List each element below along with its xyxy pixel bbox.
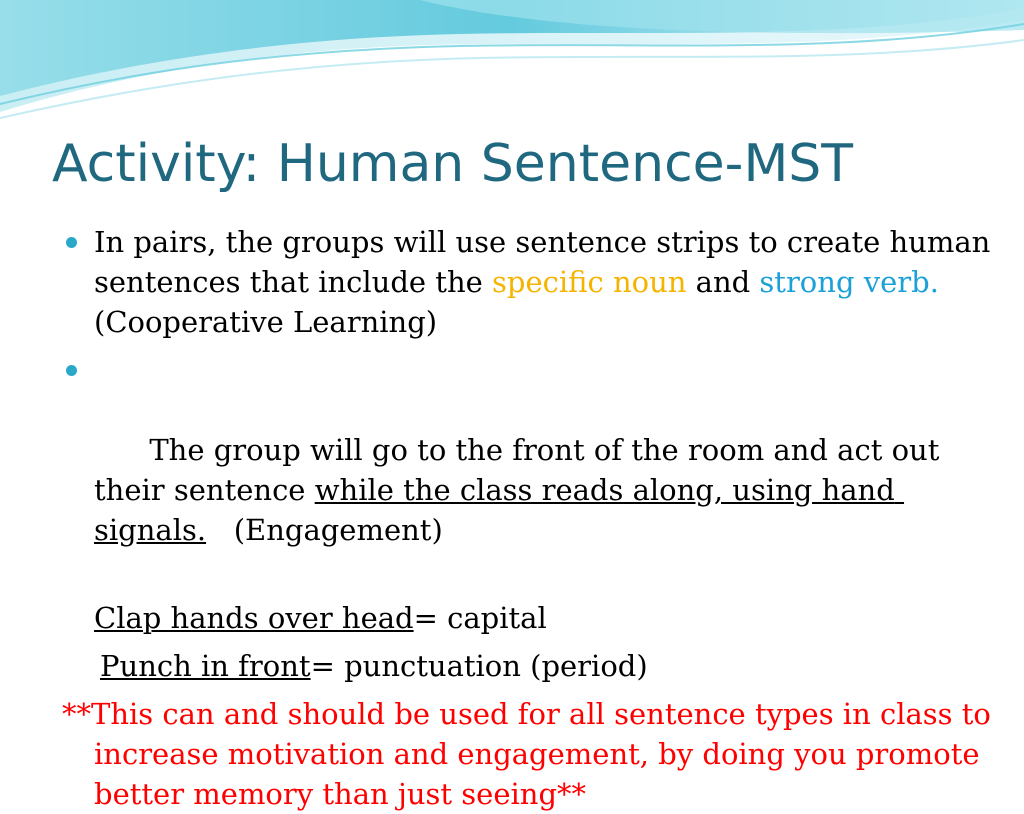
red-note: **This can and should be used for all sentence types in class to increase motivation and engagement, by doing you promote better memory than just seeing** bbox=[62, 697, 991, 811]
bullet-item-pairs bbox=[62, 222, 1002, 342]
signal-meaning: = punctuation (period) bbox=[310, 649, 648, 683]
bullet-item-group-front bbox=[62, 350, 1002, 590]
bullet-text: (Engagement) bbox=[206, 513, 443, 547]
slide-title: Activity: Human Sentence-MST bbox=[52, 134, 854, 194]
bullet-dot-icon bbox=[66, 365, 77, 376]
signal-meaning: = capital bbox=[413, 601, 547, 635]
signal-line-capital bbox=[62, 598, 1002, 638]
decorative-wave-header bbox=[0, 0, 1024, 130]
bullet-text: and bbox=[686, 265, 760, 299]
specific-noun-highlight: specific noun bbox=[492, 265, 687, 299]
signal-action: Punch in front bbox=[100, 649, 311, 683]
bullet-text: In pairs, the groups will use sentence strips to create human sentences that include the bbox=[94, 225, 991, 299]
bullet-text: The group will go to the front of the room and act out their sentence bbox=[94, 433, 949, 507]
strong-verb-highlight: strong verb. bbox=[759, 265, 939, 299]
signal-line-punctuation bbox=[62, 646, 1002, 686]
bullet-text: (Cooperative Learning) bbox=[94, 305, 438, 339]
bullet-dot-icon bbox=[66, 237, 77, 248]
underlined-phrase: while the class reads along, using hand signals. bbox=[94, 473, 905, 547]
signal-action: Clap hands over head bbox=[94, 601, 414, 635]
slide-body bbox=[62, 222, 1002, 814]
